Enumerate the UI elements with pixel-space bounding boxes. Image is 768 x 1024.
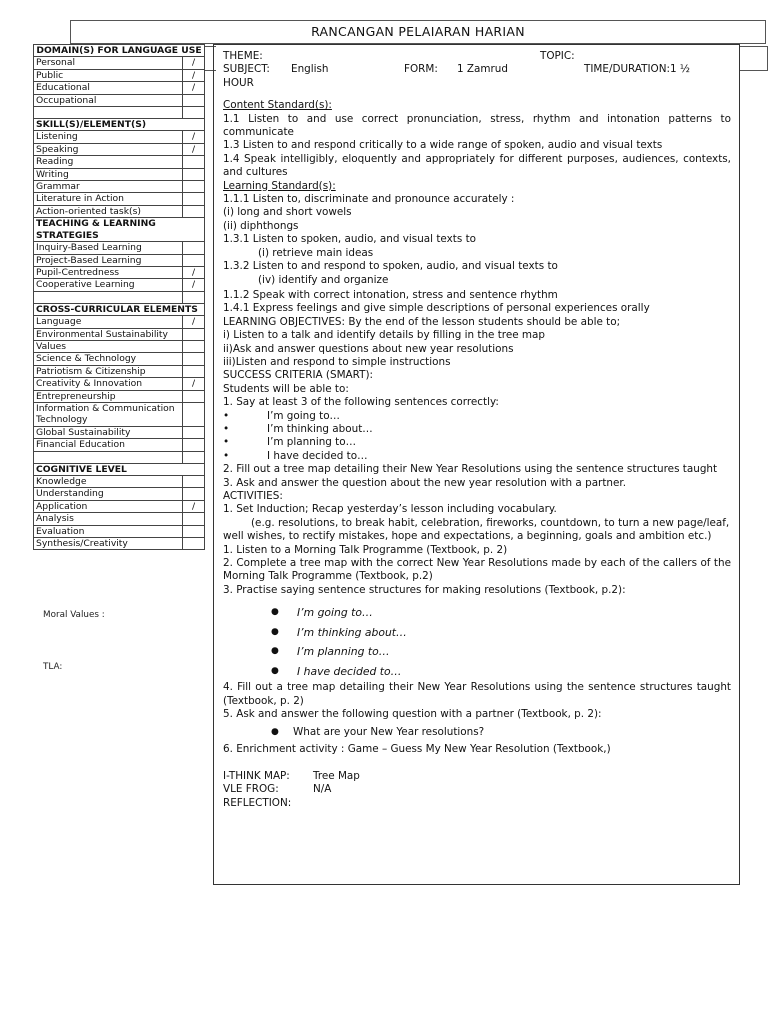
sentence-text: I’m planning to… (267, 436, 357, 449)
cce-row (34, 328, 205, 340)
learning-standard-subitem: (i) retrieve main ideas (258, 246, 374, 259)
success-criteria-intro: Students will be able to: (223, 382, 349, 395)
cce-row-label: Entrepreneurship (34, 390, 183, 402)
skill-row-checkmark (182, 205, 204, 217)
skill-row (34, 131, 205, 143)
skill-row-label: Action-oriented task(s) (34, 205, 183, 217)
cce-row-checkmark (182, 390, 204, 402)
cognitive-row-label: Evaluation (34, 525, 183, 537)
learning-standard-subitem: (i) long and short vowels (223, 206, 352, 219)
learning-standard-item: 1.3.2 Listen to and respond to spoken, audio, and visual texts to (223, 260, 558, 273)
domain-header: DOMAIN(S) FOR LANGUAGE USE (34, 45, 205, 57)
strategy-row-label: Project-Based Learning (34, 254, 183, 266)
spacer-cell (182, 451, 204, 463)
activity-item: 1. Listen to a Morning Talk Programme (Textbook, p. 2) (223, 543, 508, 556)
ithink-label: I-THINK MAP: (223, 769, 290, 782)
page-title: RANCANGAN PELAIARAN HARIAN (70, 20, 766, 44)
learning-standard-item: 1.1.2 Speak with correct intonation, stress and sentence rhythm (223, 288, 558, 301)
cce-row-checkmark (182, 402, 204, 426)
learning-standard-subitem: (ii) diphthongs (223, 219, 299, 232)
question-text: What are your New Year resolutions? (293, 726, 485, 739)
theme-label: THEME: (223, 50, 263, 62)
cce-row-label: Patriotism & Citizenship (34, 365, 183, 377)
subject-label: SUBJECT: (223, 63, 270, 76)
cce-row-label: Environmental Sustainability (34, 328, 183, 340)
structure-text: I’m planning to… (297, 645, 390, 659)
cognitive-row-checkmark (182, 476, 204, 488)
strategy-row-label: Inquiry-Based Learning (34, 242, 183, 254)
spacer-cell (182, 107, 204, 119)
content-standard-item: 1.1 Listen to and use correct pronunciation, stress, rhythm and intonation patterns to communicate (223, 112, 731, 139)
cce-row-checkmark (182, 328, 204, 340)
cognitive-row-label: Analysis (34, 513, 183, 525)
activity-item: 2. Complete a tree map with the correct New Year Resolutions made by each of the callers of the Morning Talk Programme (Textbook, p.2) (223, 557, 731, 583)
moral-values-label: Moral Values : (43, 610, 105, 620)
activity-detail: (e.g. resolutions, to break habit, celebration, fireworks, countdown, to turn a new page/leaf, well wishes, to rectify mistakes, hope and expectations, a beginning, goals and ambition etc.) (223, 516, 730, 543)
sentence-text: I’m going to… (267, 409, 340, 422)
cce-row-label: Information & Communication Technology (34, 402, 183, 426)
cce-row (34, 426, 205, 438)
cce-row-checkmark (182, 365, 204, 377)
cognitive-row (34, 538, 205, 550)
cce-row-label: Values (34, 340, 183, 352)
bullet-icon: • (223, 436, 230, 449)
cognitive-row (34, 500, 205, 512)
skill-row-label: Literature in Action (34, 193, 183, 205)
cce-row (34, 390, 205, 402)
domain-row-checkmark: / (182, 69, 204, 81)
domain-row (34, 69, 205, 81)
cce-row-label: Science & Technology (34, 353, 183, 365)
bullet-icon: • (223, 449, 230, 462)
skill-row (34, 143, 205, 155)
ithink-value: Tree Map (313, 769, 360, 782)
cognitive-row (34, 525, 205, 537)
subject-value: English (291, 63, 329, 76)
form-value: 1 Zamrud (457, 63, 508, 76)
tla-label: TLA: (43, 662, 63, 672)
hour-label: HOUR (223, 76, 254, 89)
skill-row (34, 156, 205, 168)
strategy-row (34, 279, 205, 291)
structure-text: I have decided to… (297, 664, 402, 678)
activity-item: 5. Ask and answer the following question with a partner (Textbook, p. 2): (223, 708, 602, 721)
cce-row (34, 439, 205, 451)
domain-row (34, 57, 205, 69)
structure-text: I’m thinking about… (297, 625, 407, 639)
sentence-bullet (223, 423, 731, 436)
cognitive-row-checkmark: / (182, 500, 204, 512)
vle-value: N/A (313, 783, 332, 796)
cognitive-row (34, 488, 205, 500)
cce-row-checkmark: / (182, 378, 204, 390)
domain-row-checkmark: / (182, 82, 204, 94)
theme-row (223, 50, 731, 63)
bullet-icon: ● (271, 665, 279, 676)
spacer-cell (182, 291, 204, 303)
cce-row (34, 365, 205, 377)
cce-row-checkmark (182, 439, 204, 451)
sentence-bullet (223, 436, 731, 449)
domain-row-label: Personal (34, 57, 183, 69)
cce-row-checkmark: / (182, 316, 204, 328)
bullet-icon: ● (271, 646, 279, 657)
success-criteria-item: 3. Ask and answer the question about the new year resolution with a partner. (223, 476, 627, 489)
lesson-plan-panel (213, 44, 740, 885)
cce-row-label: Financial Education (34, 439, 183, 451)
cognitive-row-label: Knowledge (34, 476, 183, 488)
skill-row-label: Speaking (34, 143, 183, 155)
cognitive-row-label: Understanding (34, 488, 183, 500)
cce-row-checkmark (182, 353, 204, 365)
strategy-row-label: Pupil-Centredness (34, 266, 183, 278)
domain-row-checkmark (182, 94, 204, 106)
learning-standard-subitem: (iv) identify and organize (258, 273, 389, 286)
domain-row-label: Occupational (34, 94, 183, 106)
learning-standard-item: 1.3.1 Listen to spoken, audio, and visual texts to (223, 233, 477, 246)
skill-row-label: Writing (34, 168, 183, 180)
strategy-row-checkmark: / (182, 266, 204, 278)
strategy-row-checkmark: / (182, 279, 204, 291)
learning-standard-item: 1.1.1 Listen to, discriminate and pronounce accurately : (223, 193, 515, 206)
strategy-row (34, 242, 205, 254)
spacer-cell (34, 291, 183, 303)
structure-item (223, 603, 731, 623)
skill-row (34, 168, 205, 180)
strategies-header: TEACHING & LEARNING STRATEGIES (34, 218, 205, 242)
skill-row-checkmark: / (182, 131, 204, 143)
cce-row-checkmark (182, 340, 204, 352)
domain-row (34, 94, 205, 106)
strategy-row-checkmark (182, 254, 204, 266)
reflection-label: REFLECTION: (223, 796, 292, 809)
cognitive-row-checkmark (182, 513, 204, 525)
ithink-row (223, 770, 731, 783)
skill-row-label: Grammar (34, 181, 183, 193)
learning-standard-label: Learning Standard(s): (223, 179, 336, 192)
cognitive-row (34, 476, 205, 488)
skill-row-checkmark (182, 181, 204, 193)
activity-item: 1. Set Induction; Recap yesterday’s lesson including vocabulary. (223, 503, 557, 516)
sentence-structure-list (223, 603, 731, 681)
domain-row-label: Educational (34, 82, 183, 94)
sentence-bullet (223, 410, 731, 423)
time-duration-label: TIME/DURATION:1 ½ (584, 63, 690, 76)
domain-checklist-table (33, 44, 205, 550)
left-checklist-panel (33, 44, 205, 550)
cce-row-checkmark (182, 426, 204, 438)
cce-row (34, 353, 205, 365)
cce-row-label: Language (34, 316, 183, 328)
question-item (223, 723, 731, 742)
vle-label: VLE FROG: (223, 783, 279, 796)
skill-row-checkmark (182, 168, 204, 180)
strategy-row-checkmark (182, 242, 204, 254)
domain-row (34, 82, 205, 94)
cce-row (34, 340, 205, 352)
structure-text: I’m going to… (297, 606, 373, 620)
success-criteria-item: 2. Fill out a tree map detailing their New Year Resolutions using the sentence structures taught (223, 463, 718, 476)
learning-objectives-label: LEARNING OBJECTIVES: By the end of the lesson students should be able to; (223, 315, 621, 328)
cross-curricular-header: CROSS-CURRICULAR ELEMENTS (34, 303, 205, 315)
vle-row (223, 783, 731, 796)
spacer-cell (34, 107, 183, 119)
cce-row-label: Global Sustainability (34, 426, 183, 438)
cce-row (34, 316, 205, 328)
learning-objective-item: ii)Ask and answer questions about new year resolutions (223, 342, 514, 355)
sentence-text: I have decided to… (267, 449, 368, 462)
success-criteria-label: SUCCESS CRITERIA (SMART): (223, 369, 374, 382)
domain-row-label: Public (34, 69, 183, 81)
cce-row (34, 402, 205, 426)
skill-row-label: Listening (34, 131, 183, 143)
sentence-text: I’m thinking about… (267, 422, 373, 435)
content-standard-label: Content Standard(s): (223, 99, 332, 112)
cognitive-row-checkmark (182, 538, 204, 550)
content-standard-item: 1.3 Listen to and respond critically to a wide range of spoken, audio and visual texts (223, 139, 663, 152)
bullet-icon: ● (271, 626, 279, 637)
skill-row-checkmark: / (182, 143, 204, 155)
topic-label: TOPIC: (540, 50, 575, 62)
activity-item: 6. Enrichment activity : Game – Guess My New Year Resolution (Textbook,) (223, 743, 611, 756)
bullet-icon: • (223, 409, 230, 422)
bullet-icon: ● (271, 727, 279, 738)
activity-item: 3. Practise saying sentence structures for making resolutions (Textbook, p.2): (223, 583, 626, 596)
strategy-row-label: Cooperative Learning (34, 279, 183, 291)
learning-standard-item: 1.4.1 Express feelings and give simple descriptions of personal experiences orally (223, 302, 650, 315)
subject-row (223, 63, 731, 76)
strategy-row (34, 254, 205, 266)
learning-objective-item: i) Listen to a talk and identify details by filling in the tree map (223, 329, 546, 342)
structure-item (223, 662, 731, 682)
cognitive-row-label: Application (34, 500, 183, 512)
skill-row (34, 193, 205, 205)
skill-row-label: Reading (34, 156, 183, 168)
skill-row (34, 205, 205, 217)
structure-item (223, 642, 731, 662)
domain-row-checkmark: / (182, 57, 204, 69)
cce-row (34, 378, 205, 390)
success-criteria-item: 1. Say at least 3 of the following sentences correctly: (223, 396, 499, 409)
sentence-bullet (223, 450, 731, 463)
cognitive-row (34, 513, 205, 525)
learning-objective-item: iii)Listen and respond to simple instructions (223, 355, 451, 368)
skills-header: SKILL(S)/ELEMENT(S) (34, 119, 205, 131)
activity-item: 4. Fill out a tree map detailing their New Year Resolutions using the sentence structures taught (Textbook, p. 2) (223, 681, 731, 707)
skill-row-checkmark (182, 156, 204, 168)
cce-row-label: Creativity & Innovation (34, 378, 183, 390)
cognitive-row-label: Synthesis/Creativity (34, 538, 183, 550)
cognitive-header: COGNITIVE LEVEL (34, 463, 205, 475)
header-divider-right (740, 46, 768, 71)
skill-row (34, 181, 205, 193)
activities-label: ACTIVITIES: (223, 490, 283, 502)
strategy-row (34, 266, 205, 278)
spacer-cell (34, 451, 183, 463)
cognitive-row-checkmark (182, 488, 204, 500)
bullet-icon: • (223, 422, 230, 435)
skill-row-checkmark (182, 193, 204, 205)
cognitive-row-checkmark (182, 525, 204, 537)
content-standard-item: 1.4 Speak intelligibly, eloquently and appropriately for different purposes, audiences, contexts, and cultures (223, 152, 731, 179)
form-label: FORM: (404, 63, 438, 76)
bullet-icon: ● (271, 607, 279, 618)
structure-item (223, 623, 731, 643)
